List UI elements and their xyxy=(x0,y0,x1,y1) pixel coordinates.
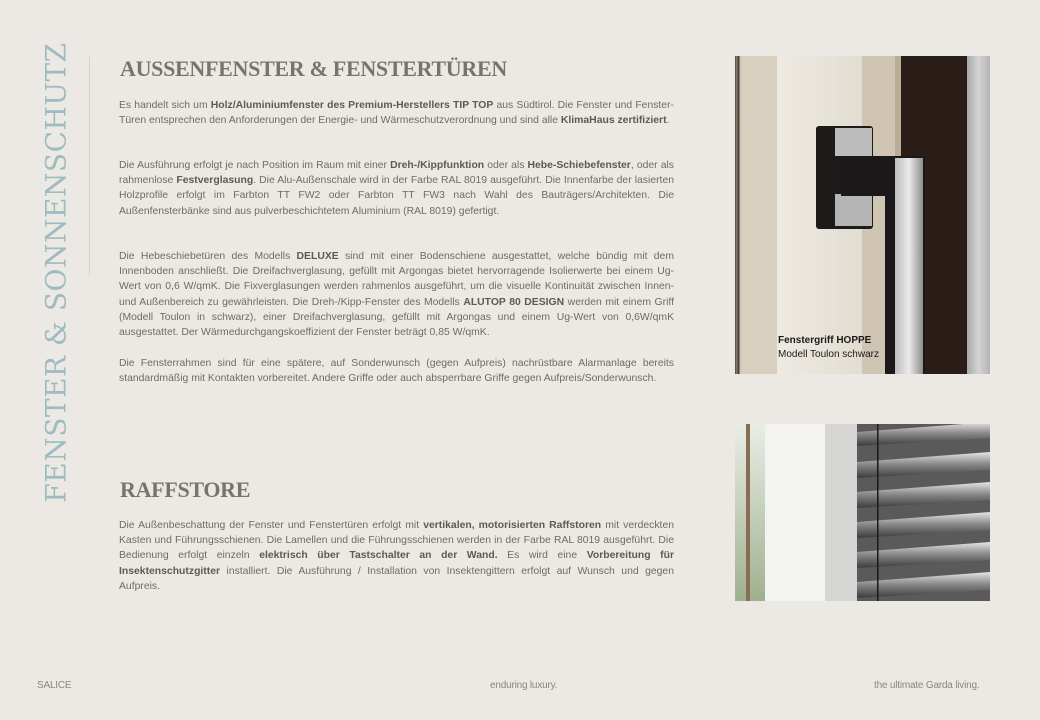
text-run: Es handelt sich um xyxy=(119,100,211,111)
footer-brand: SALICE xyxy=(37,680,72,691)
text-run: sind mit einer Bodenschiene ausgestattet, welche bündig mit dem Innenboden anschließt. Die Dreifachverglasung, gefüllt mit Argongas bietet hervorragende Isolierwerte bei einem Ug-Wert von 0,6 W/qmK. Die Fixverglasungen werden rahmenlos ausgeführt, um die visuelle Kontinuität zwischen Innen- und Außenbereich zu gewährleisten. Die Dreh-/Kipp-Fenster des Modells xyxy=(119,251,674,308)
text-run: mit verdeckten Kasten und Führungsschienen. Die Lamellen und die Führungsschienen werden in der Farbe RAL 8019 ausgeführt. Die Bedienung erfolgt einzeln xyxy=(119,520,674,562)
footer-slogan: the ultimate Garda living. xyxy=(874,680,980,691)
text-run: Die Außenbeschattung der Fenster und Fenstertüren erfolgt mit xyxy=(119,520,424,531)
vertical-section-title xyxy=(34,41,78,503)
text-run: Es wird eine xyxy=(497,550,587,562)
text-run: . xyxy=(666,115,670,127)
text-run: Die Fensterrahmen sind für eine spätere, auf Sonderwunsch (gegen Aufpreis) nachrüstbare Alarmanlage bereits standardmäßig mit Kontakten vorbereitet. Andere Griffe oder auch absperrbare Griffe gegen Aufpreis/Sonderwunsch. xyxy=(119,358,674,385)
bold-text: Dreh-/Kippfunktion xyxy=(390,160,485,171)
paragraph xyxy=(119,158,674,219)
footer-tagline: enduring luxury. xyxy=(490,680,558,691)
text-run: Die Ausführung erfolgt je nach Position im Raum mit einer xyxy=(119,160,391,171)
paragraph xyxy=(119,249,674,340)
bold-text: Holz/Aluminiumfenster des Premium-Herstellers TIP TOP xyxy=(210,100,494,111)
bold-text: Festverglasung xyxy=(176,175,254,187)
window-handle-image xyxy=(735,56,990,374)
raffstore-blinds-image xyxy=(735,424,990,601)
bold-text: elektrisch über Tastschalter an der Wand. xyxy=(259,550,498,562)
text-run: aus Südtirol. Die Fenster und Fenster-Türen entsprechen den Anforderungen der Energie- und Wärmeschutzverordnung und sind alle xyxy=(119,100,675,127)
photo-caption xyxy=(778,334,879,362)
raffstore-photo xyxy=(735,424,990,601)
text-run: oder als xyxy=(484,160,528,171)
bold-text: ALUTOP 80 DESIGN xyxy=(463,296,565,308)
text-run: Die Hebeschiebetüren des Modells xyxy=(119,251,297,262)
window-handle-photo xyxy=(735,56,990,374)
caption-title: Fenstergriff HOPPE xyxy=(778,335,872,346)
paragraph xyxy=(119,356,674,386)
bold-text: Hebe-Schiebefenster xyxy=(527,160,631,171)
text-run: installiert. Die Ausführung / Installation von Insektengittern erfolgt auf Wunsch und gegen Aufpreis. xyxy=(119,565,674,592)
bold-text: KlimaHaus zertifiziert xyxy=(560,115,667,127)
text-run: , oder als rahmenlose xyxy=(119,160,674,187)
bold-text: DELUXE xyxy=(296,251,339,262)
bold-text: vertikalen, motorisierten Raffstoren xyxy=(423,520,602,531)
paragraph xyxy=(119,98,674,128)
section-heading-raffstore: RAFFSTORE xyxy=(120,477,251,502)
caption-subtitle: Modell Toulon schwarz xyxy=(778,349,879,360)
bold-text: Vorbereitung für Insektenschutzgitter xyxy=(119,550,674,577)
vertical-section-title-text: FENSTER & SONNENSCHUTZ xyxy=(39,41,73,503)
text-run: werden mit einem Griff (Modell Toulon in schwarz), einer Dreifachverglasung, gefüllt mit Argongas und einem Ug-Wert von 0,6W/qmK ausgestattet. Der Wärmedurchgangskoeffizient der Fenster beträgt 0,85 W/qmK. xyxy=(119,296,674,339)
section-heading-windows: AUSSENFENSTER & FENSTERTÜREN xyxy=(120,56,507,81)
text-run: . Die Alu-Außenschale wird in der Farbe RAL 8019 ausgeführt. Die Innenfarbe der lasierten Holzprofile erfolgt im Farbton TT FW2 oder Farbton TT FW3 nach Wahl des Bauträgers/Architekten. Die Außenfensterbänke sind aus pulverbeschichtetem Aluminium (RAL 8019) gefertigt. xyxy=(119,175,674,217)
paragraph xyxy=(119,518,674,594)
vertical-divider xyxy=(89,57,90,275)
